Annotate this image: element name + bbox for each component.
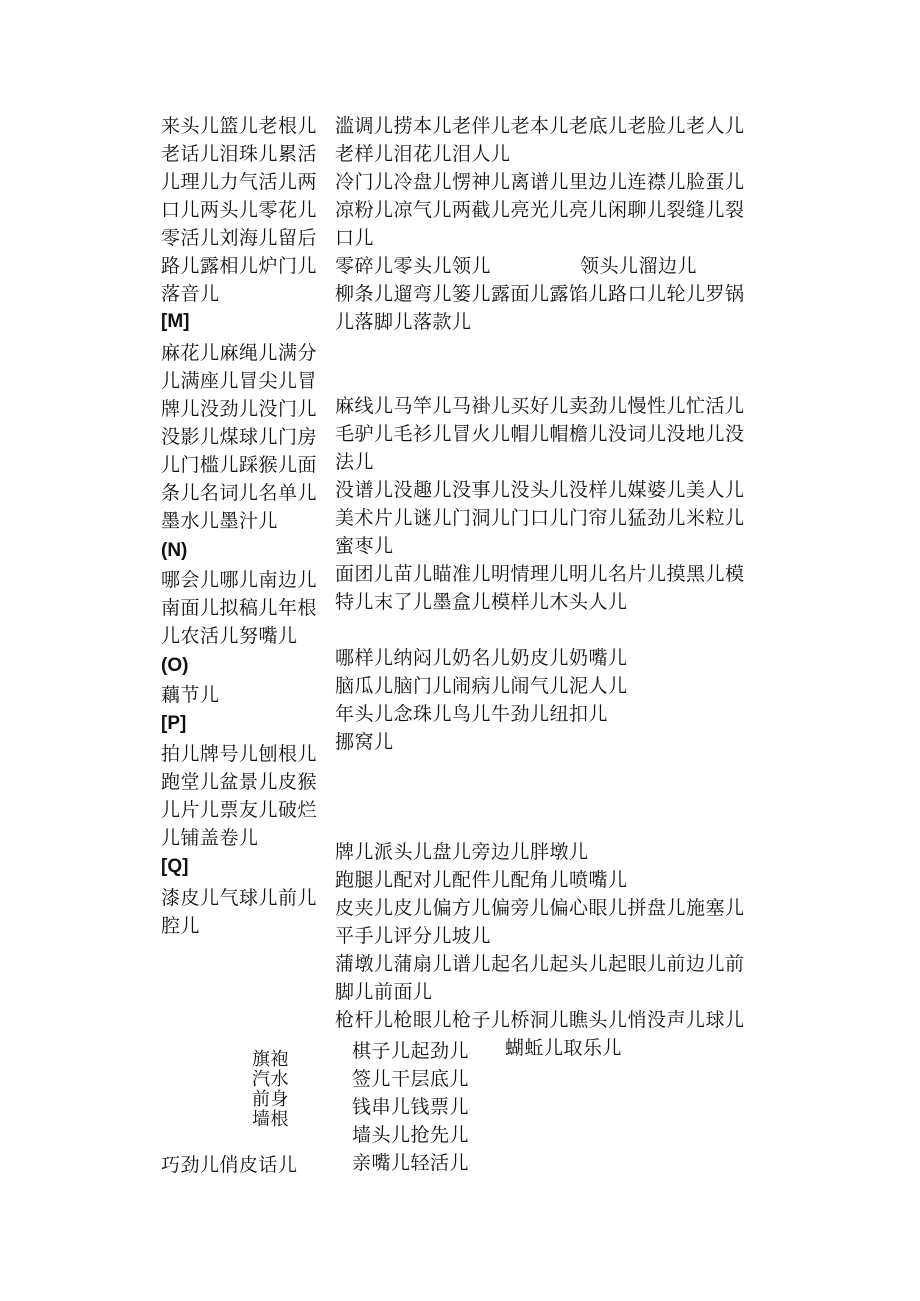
right-line: 脑瓜儿脑门儿闹病儿闹气儿泥人儿 bbox=[335, 675, 628, 697]
right-line: 签儿干层底儿 bbox=[352, 1068, 470, 1090]
right-line: 特儿末了儿墨盒儿模样儿木头人儿 bbox=[335, 591, 628, 613]
left-line: 来头儿篮儿老根儿 bbox=[161, 115, 318, 137]
right-line: 皮夹儿皮儿偏方儿偏旁儿偏心眼儿拼盘儿施塞儿 bbox=[335, 897, 745, 919]
right-line: 没谱儿没趣儿没事儿没头儿没样儿媒婆儿美人儿 bbox=[335, 479, 745, 501]
right-line: 钱串儿钱票儿 bbox=[352, 1096, 470, 1118]
right-line: 脚儿前面儿 bbox=[335, 981, 433, 1003]
right-line: 年头儿念珠儿鸟儿牛劲儿纽扣儿 bbox=[335, 703, 609, 725]
right-line: 柳条儿遛弯儿篓儿露面儿露馅儿路口儿轮儿罗锅 bbox=[335, 283, 745, 305]
left-line: 儿农活儿努嘴儿 bbox=[161, 625, 298, 647]
right-line: 蒲墩儿蒲扇儿谱儿起名儿起头儿起眼儿前边儿前 bbox=[335, 953, 745, 975]
left-line: 跑堂儿盆景儿皮猴 bbox=[161, 771, 318, 793]
left-line: 儿理儿力气活儿两 bbox=[161, 171, 318, 193]
right-line: 老样儿泪花儿泪人儿 bbox=[335, 143, 511, 165]
left-line: 儿铺盖卷儿 bbox=[161, 827, 259, 849]
right-line: 美术片儿谜儿门洞儿门口儿门帘儿猛劲儿米粒儿 bbox=[335, 507, 745, 529]
right-line: 凉粉儿凉气儿两截儿亮光儿亮儿闲聊儿裂缝儿裂 bbox=[335, 199, 745, 221]
right-line: 冷门儿冷盘儿愣神儿离谱儿里边儿连襟儿脸蛋儿 bbox=[335, 171, 745, 193]
stacked-word: 前身 bbox=[252, 1089, 289, 1110]
section-heading-q: [Q] bbox=[161, 856, 189, 877]
section-heading-o: (O) bbox=[161, 655, 189, 676]
left-line: 哪会儿哪儿南边儿 bbox=[161, 569, 318, 591]
left-line: 路儿露相儿炉门儿 bbox=[161, 255, 318, 277]
left-line: 墨水儿墨汁儿 bbox=[161, 510, 279, 532]
right-line: 面团儿苗儿瞄准儿明情理儿明儿名片儿摸黑儿模 bbox=[335, 563, 745, 585]
right-line: 哪样儿纳闷儿奶名儿奶皮儿奶嘴儿 bbox=[335, 647, 628, 669]
right-line: 牌儿派头儿盘儿旁边儿胖墩儿 bbox=[335, 841, 589, 863]
left-line: 拍儿牌号儿刨根儿 bbox=[161, 743, 318, 765]
section-heading-m: [M] bbox=[161, 311, 190, 332]
left-line: 儿满座儿冒尖儿冒 bbox=[161, 370, 318, 392]
left-line: 麻花儿麻绳儿满分 bbox=[161, 342, 318, 364]
section-heading-n: (N) bbox=[161, 540, 188, 561]
right-line: 平手儿评分儿坡儿 bbox=[335, 925, 492, 947]
right-line: 口儿 bbox=[335, 227, 375, 249]
left-line: 漆皮儿气球儿前儿 bbox=[161, 887, 318, 909]
stacked-word: 墙根 bbox=[252, 1109, 289, 1130]
right-line: 挪窝儿 bbox=[335, 731, 394, 753]
left-line: 老话儿泪珠儿累活 bbox=[161, 143, 318, 165]
right-line: 棋子儿起劲儿 bbox=[352, 1040, 470, 1062]
left-line: 牌儿没劲儿没门儿 bbox=[161, 398, 318, 420]
right-line: 滥调儿捞本儿老伴儿老本儿老底儿老脸儿老人儿 bbox=[335, 115, 745, 137]
section-heading-p: [P] bbox=[161, 713, 187, 734]
right-line: 领头儿溜边儿 bbox=[580, 255, 698, 277]
left-line: 巧劲儿俏皮话儿 bbox=[161, 1154, 298, 1176]
left-line: 南面儿拟稿儿年根 bbox=[161, 597, 318, 619]
right-line: 亲嘴儿轻活儿 bbox=[352, 1152, 470, 1174]
left-line: 儿片儿票友儿破烂 bbox=[161, 799, 318, 821]
right-line: 蜜枣儿 bbox=[335, 535, 394, 557]
left-line: 落音儿 bbox=[161, 283, 220, 305]
left-line: 零活儿刘海儿留后 bbox=[161, 227, 318, 249]
left-line: 藕节儿 bbox=[161, 684, 220, 706]
right-line: 麻线儿马竿儿马褂儿买好儿卖劲儿慢性儿忙活儿 bbox=[335, 395, 745, 417]
stacked-word: 汽水 bbox=[252, 1069, 289, 1090]
left-line: 没影儿煤球儿门房 bbox=[161, 426, 318, 448]
stacked-word: 旗袍 bbox=[252, 1049, 289, 1070]
right-line: 零碎儿零头儿领儿 bbox=[335, 255, 492, 277]
right-line: 跑腿儿配对儿配件儿配角儿喷嘴儿 bbox=[335, 869, 628, 891]
right-line: 毛驴儿毛衫儿冒火儿帽儿帽檐儿没词儿没地儿没 bbox=[335, 423, 745, 445]
left-line: 口儿两头儿零花儿 bbox=[161, 199, 318, 221]
right-line: 墙头儿抢先儿 bbox=[352, 1124, 470, 1146]
right-line: 法儿 bbox=[335, 451, 375, 473]
left-line: 腔儿 bbox=[161, 915, 201, 937]
left-line: 儿门槛儿踩猴儿面 bbox=[161, 454, 318, 476]
left-line: 条儿名词儿名单儿 bbox=[161, 482, 318, 504]
right-line: 枪杆儿枪眼儿枪子儿桥洞儿瞧头儿悄没声儿球儿 bbox=[335, 1009, 745, 1031]
right-line: 儿落脚儿落款儿 bbox=[335, 311, 472, 333]
right-line: 蝴蚯儿取乐儿 bbox=[505, 1037, 623, 1059]
